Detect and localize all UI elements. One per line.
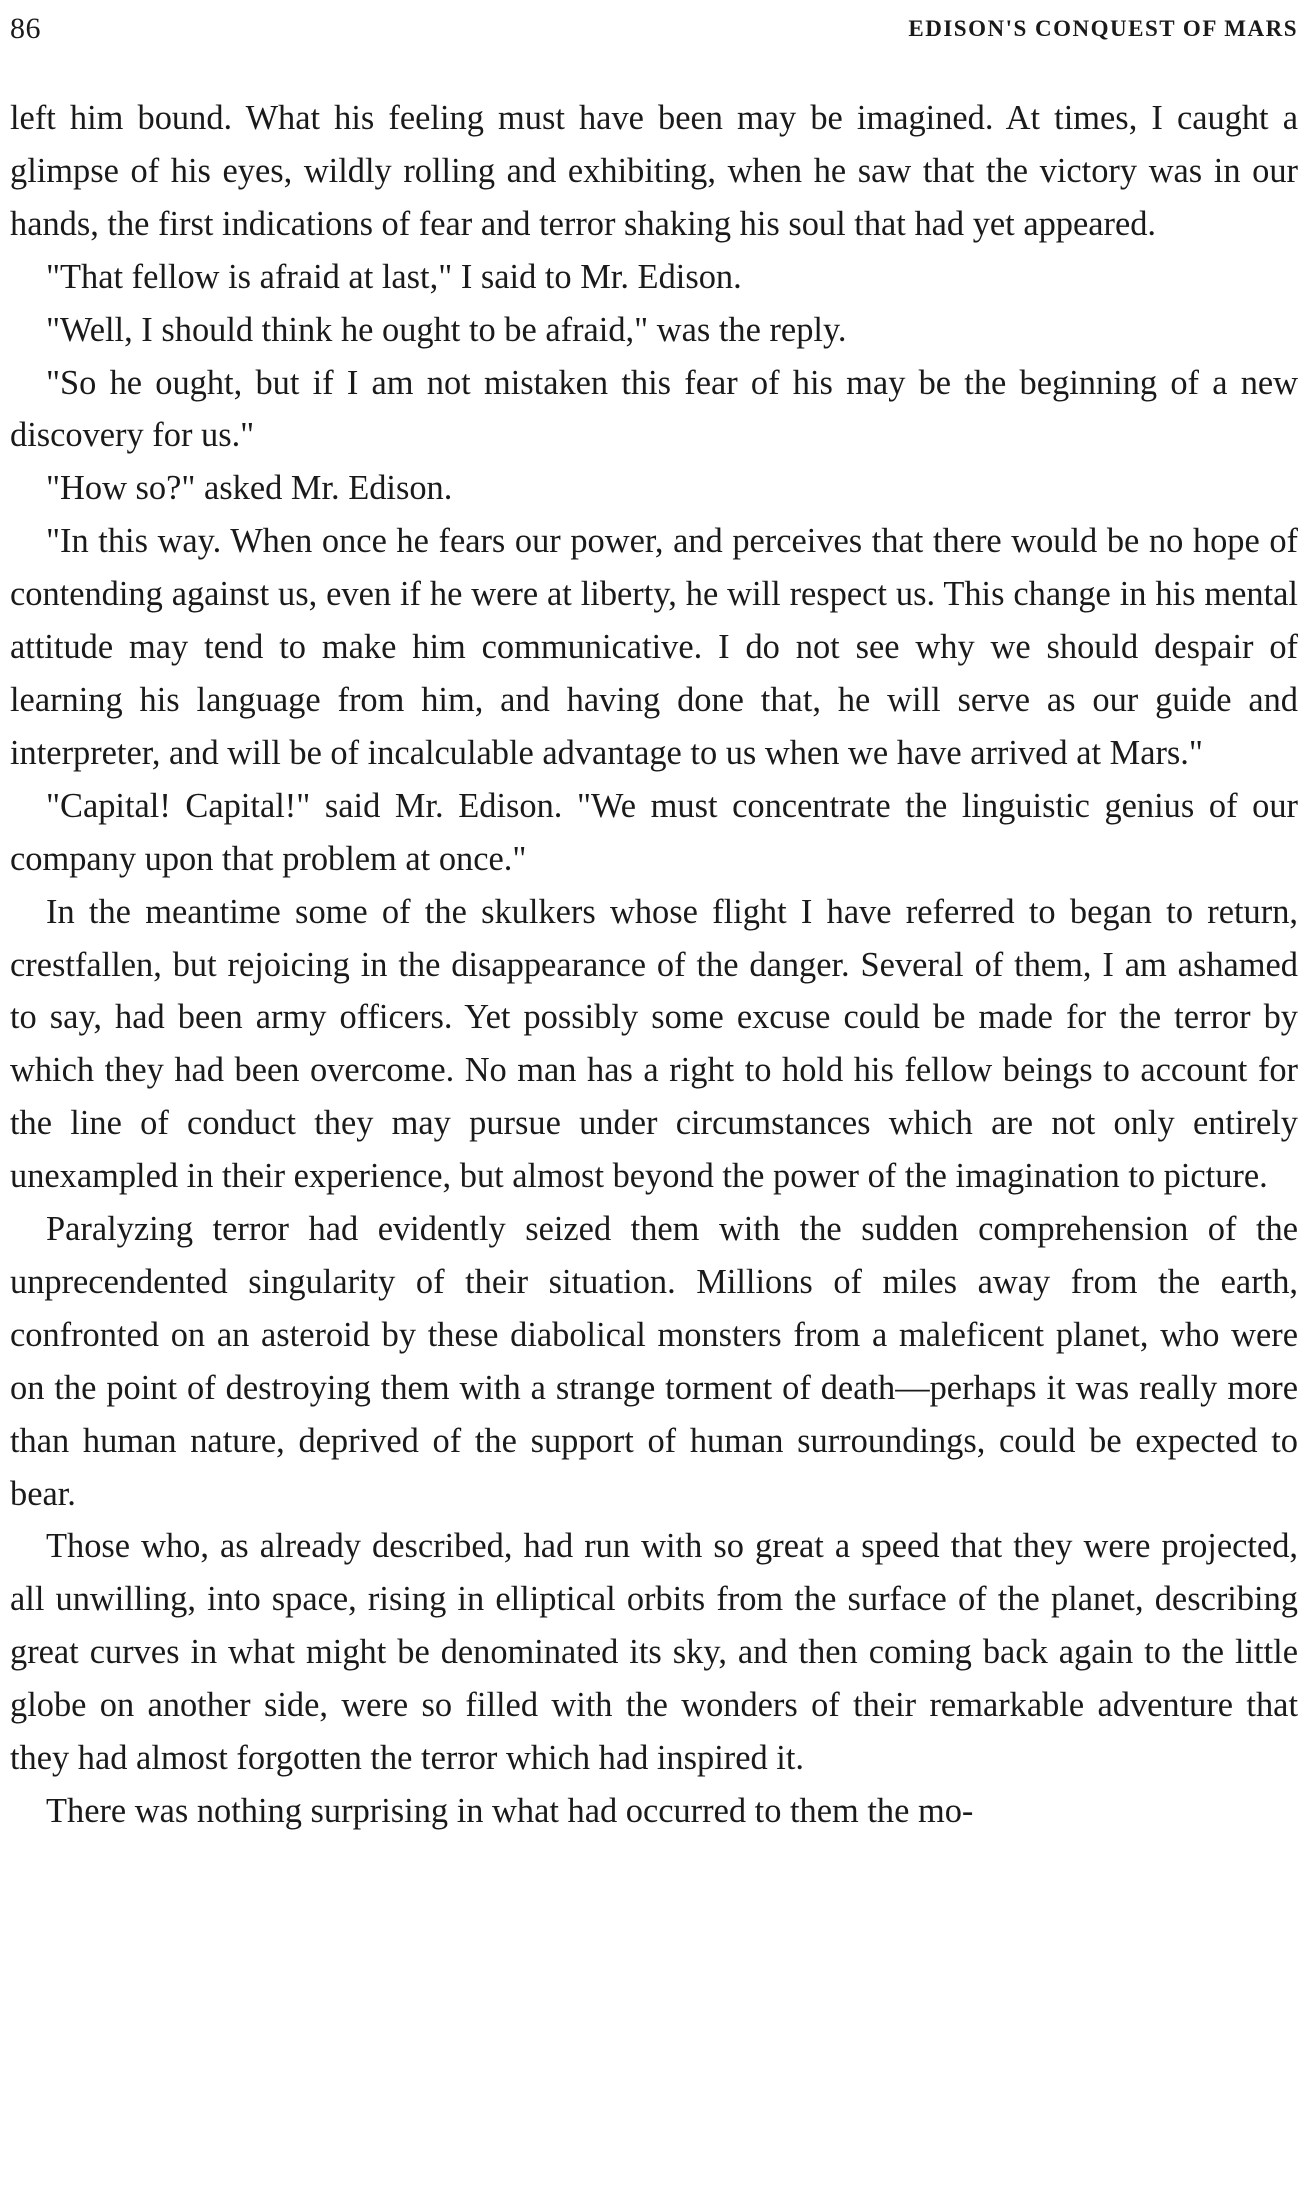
paragraph: In the meantime some of the skulkers whose flight I have referred to began to return, crestfallen, but rejoicing in the disappearance of the danger. Several of them, I am ashamed to say, had been army officers. Yet possibly some excuse could be made for the terror by which they had been overcome. No man has a right to hold his fellow beings to account for the line of conduct they may pursue under circumstances which are not only entirely unexampled in their experience, but almost beyond the power of the imagination to picture. bbox=[10, 892, 1298, 1196]
paragraph: "In this way. When once he fears our power, and perceives that there would be no hope of contending against us, even if he were at liberty, he will respect us. This change in his mental attitude may tend to make him communicative. I do not see why we should despair of learning his language from him, and having done that, he will serve as our guide and interpreter, and will be of incalculable advantage to us when we have arrived at Mars." bbox=[10, 522, 1298, 772]
paragraph: "Well, I should think he ought to be afraid," was the reply. bbox=[46, 310, 847, 349]
paragraph: "How so?" asked Mr. Edison. bbox=[46, 469, 453, 508]
running-head: EDISON'S CONQUEST OF MARS bbox=[908, 16, 1298, 41]
body-text bbox=[10, 92, 1298, 1838]
paragraph: Those who, as already described, had run with so great a speed that they were projected, all unwilling, into space, rising in elliptical orbits from the surface of the planet, describing great curves in what might be denominated its sky, and then coming back again to the little globe on another side, were so filled with the wonders of their remarkable adventure that they had almost forgotten the terror which had inspired it. bbox=[10, 1527, 1298, 1778]
page-header bbox=[10, 0, 1298, 92]
paragraph: "Capital! Capital!" said Mr. Edison. "We must concentrate the linguistic genius of our company upon that problem at once." bbox=[10, 786, 1298, 878]
page-number: 86 bbox=[10, 12, 41, 45]
paragraph: "That fellow is afraid at last," I said to Mr. Edison. bbox=[46, 257, 742, 296]
book-page bbox=[10, 0, 1298, 2209]
paragraph: "So he ought, but if I am not mistaken this fear of his may be the beginning of a new discovery for us." bbox=[10, 363, 1298, 455]
paragraph: There was nothing surprising in what had occurred to them the mo- bbox=[46, 1792, 974, 1830]
paragraph: Paralyzing terror had evidently seized them with the sudden comprehension of the unprecendented singularity of their situation. Millions of miles away from the earth, confronted on an asteroid by these diabolical monsters from a maleficent planet, who were on the point of destroying them with a strange torment of death—perhaps it was really more than human nature, deprived of the support of human surroundings, could be expected to bear. bbox=[10, 1210, 1298, 1513]
paragraph: left him bound. What his feeling must have been may be imagined. At times, I caught a glimpse of his eyes, wildly rolling and exhibiting, when he saw that the victory was in our hands, the first indications of fear and terror shaking his soul that had yet appeared. bbox=[10, 99, 1298, 243]
